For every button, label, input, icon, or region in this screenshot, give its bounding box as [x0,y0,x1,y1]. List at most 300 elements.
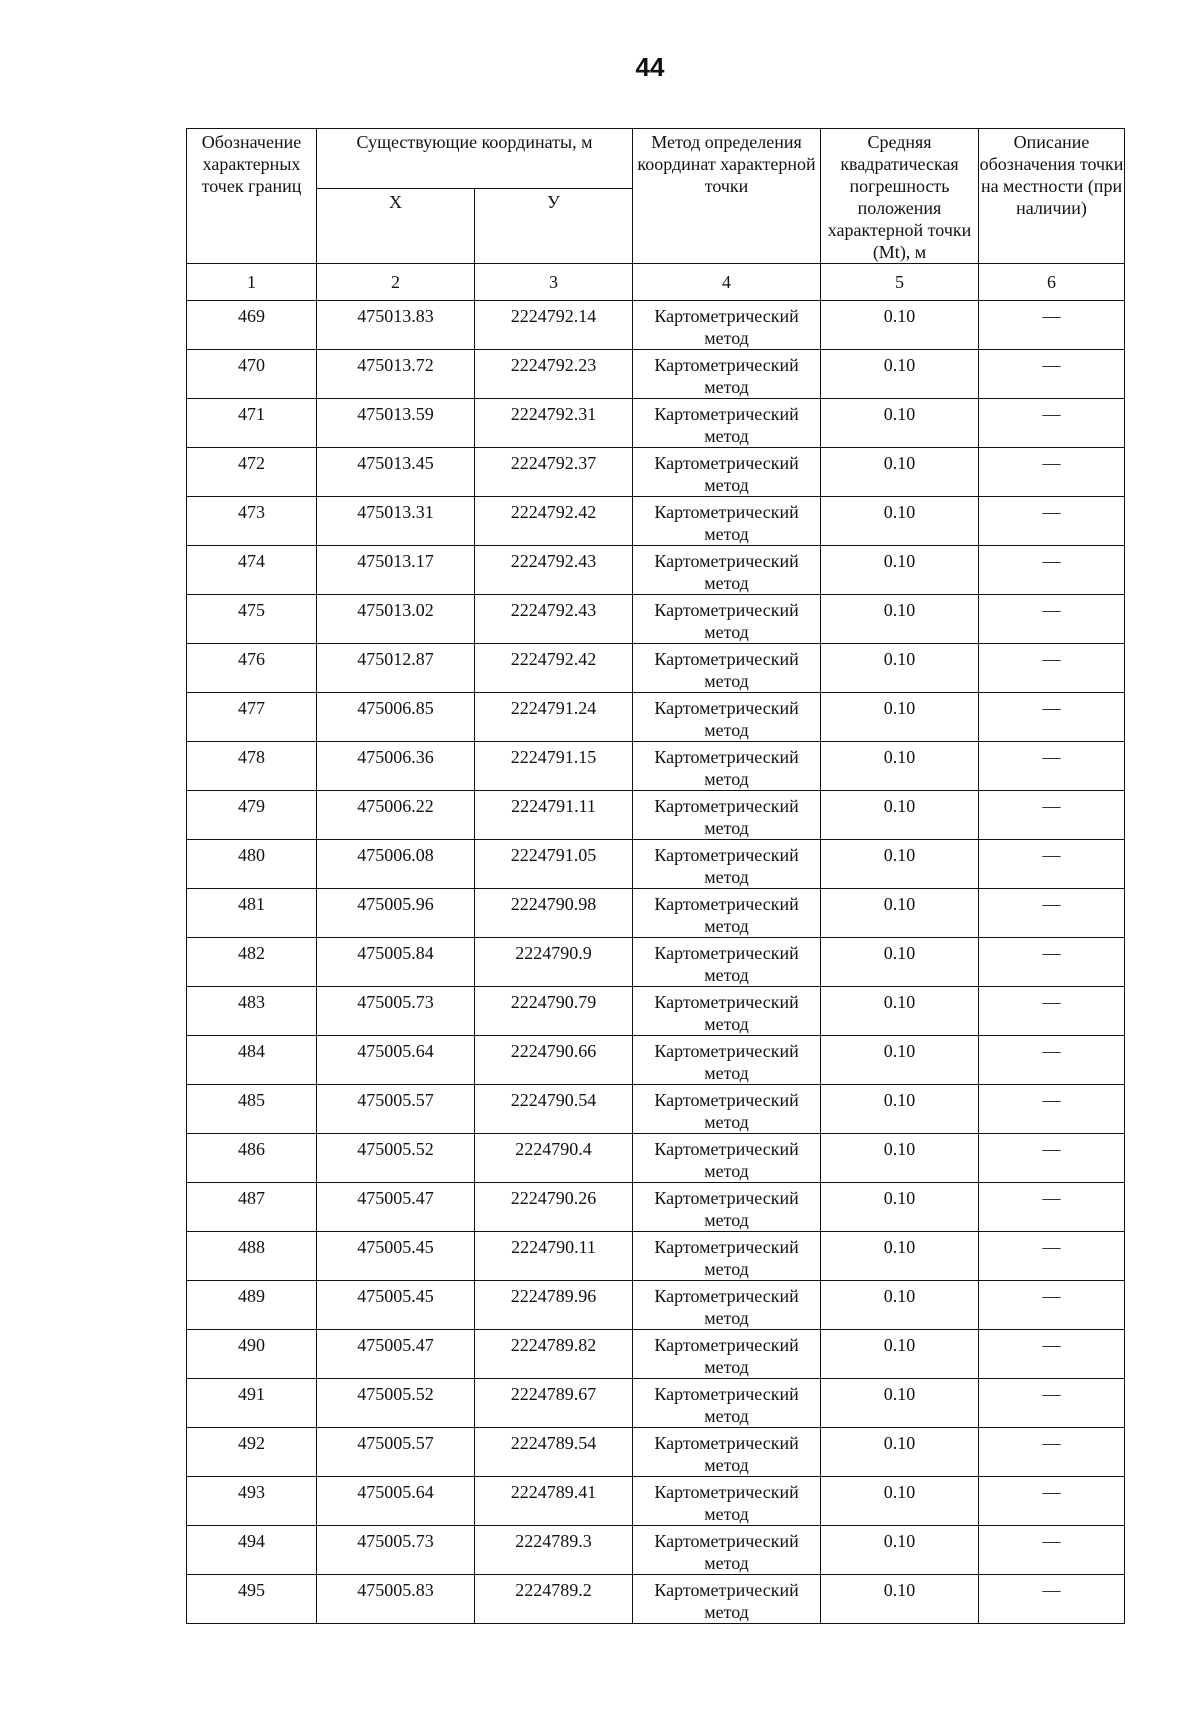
y-coordinate-cell [475,1428,633,1477]
mt-cell [821,399,979,448]
point-id-cell [187,1526,317,1575]
x-coordinate-cell-text: 475005.73 [357,992,434,1012]
mt-cell [821,693,979,742]
mt-cell-text: 0.10 [883,1384,916,1404]
mt-cell [821,1134,979,1183]
point-id-cell-text: 480 [238,845,265,865]
table-row [187,497,1125,546]
y-coordinate-cell [475,1379,633,1428]
mt-cell [821,1036,979,1085]
description-cell [979,1036,1125,1085]
y-coordinate-cell [475,350,633,399]
x-coordinate-cell-text: 475006.36 [357,747,434,767]
description-cell [979,644,1125,693]
mt-cell-text: 0.10 [883,1139,916,1159]
table-row [187,938,1125,987]
x-coordinate-cell [317,1428,475,1477]
y-coordinate-cell-text: 2224789.2 [515,1580,592,1600]
method-cell-text: Картометрический метод [654,1188,799,1230]
description-cell [979,1183,1125,1232]
method-cell [633,1183,821,1232]
method-cell [633,448,821,497]
y-coordinate-cell [475,840,633,889]
method-cell-text: Картометрический метод [654,796,799,838]
mt-cell [821,742,979,791]
table-row [187,840,1125,889]
point-id-cell [187,1477,317,1526]
column-number: 2 [317,264,475,301]
point-id-cell-text: 492 [238,1433,265,1453]
y-coordinate-cell-text: 2224789.3 [515,1531,592,1551]
y-coordinate-cell [475,1036,633,1085]
column-number: 5 [821,264,979,301]
mt-cell-text: 0.10 [883,551,916,571]
mt-cell [821,1330,979,1379]
x-coordinate-cell-text: 475012.87 [357,649,434,669]
y-coordinate-cell-text: 2224790.11 [511,1237,596,1257]
description-cell-text: — [1042,747,1061,767]
mt-cell [821,350,979,399]
point-id-cell-text: 476 [238,649,265,669]
x-coordinate-cell-text: 475005.73 [357,1531,434,1551]
mt-cell-text: 0.10 [883,306,916,326]
x-coordinate-cell [317,301,475,350]
table-row [187,301,1125,350]
description-cell [979,791,1125,840]
description-cell-text: — [1042,1531,1061,1551]
y-coordinate-cell [475,546,633,595]
column-number: 1 [187,264,317,301]
method-cell-text: Картометрический метод [654,1139,799,1181]
mt-cell [821,791,979,840]
description-cell [979,987,1125,1036]
method-cell [633,595,821,644]
table-row [187,987,1125,1036]
method-cell-text: Картометрический метод [654,649,799,691]
y-coordinate-cell-text: 2224790.98 [510,894,597,914]
point-id-cell [187,742,317,791]
header-description: Описание обозначения точки на местности (при наличии) [979,129,1125,264]
y-coordinate-cell-text: 2224792.42 [510,502,597,522]
x-coordinate-cell [317,1379,475,1428]
x-coordinate-cell-text: 475013.17 [357,551,434,571]
point-id-cell-text: 478 [238,747,265,767]
method-cell-text: Картометрический метод [654,1090,799,1132]
header-method: Метод определения координат характерной точки [633,129,821,264]
x-coordinate-cell-text: 475005.57 [357,1433,434,1453]
point-id-cell [187,791,317,840]
x-coordinate-cell [317,742,475,791]
mt-cell-text: 0.10 [883,747,916,767]
method-cell-text: Картометрический метод [654,551,799,593]
point-id-cell-text: 488 [238,1237,265,1257]
method-cell-text: Картометрический метод [654,306,799,348]
description-cell-text: — [1042,698,1061,718]
description-cell [979,448,1125,497]
method-cell-text: Картометрический метод [654,992,799,1034]
description-cell-text: — [1042,551,1061,571]
method-cell [633,987,821,1036]
x-coordinate-cell-text: 475005.84 [357,943,434,963]
method-cell [633,1134,821,1183]
method-cell [633,791,821,840]
point-id-cell [187,1085,317,1134]
y-coordinate-cell-text: 2224792.43 [510,600,597,620]
x-coordinate-cell [317,840,475,889]
table-row [187,1281,1125,1330]
table-row [187,1330,1125,1379]
point-id-cell [187,1036,317,1085]
description-cell-text: — [1042,1482,1061,1502]
description-cell [979,889,1125,938]
point-id-cell [187,595,317,644]
x-coordinate-cell-text: 475005.47 [357,1188,434,1208]
point-id-cell-text: 489 [238,1286,265,1306]
description-cell [979,1281,1125,1330]
y-coordinate-cell-text: 2224791.15 [510,747,597,767]
description-cell [979,546,1125,595]
description-cell [979,497,1125,546]
description-cell [979,1526,1125,1575]
point-id-cell [187,1575,317,1624]
y-coordinate-cell [475,1183,633,1232]
y-coordinate-cell-text: 2224790.66 [510,1041,597,1061]
method-cell [633,693,821,742]
point-id-cell [187,1379,317,1428]
y-coordinate-cell-text: 2224790.4 [515,1139,592,1159]
point-id-cell [187,889,317,938]
x-coordinate-cell-text: 475005.45 [357,1237,434,1257]
point-id-cell-text: 473 [238,502,265,522]
point-id-cell-text: 472 [238,453,265,473]
point-id-cell [187,1428,317,1477]
column-number: 3 [475,264,633,301]
table-row [187,693,1125,742]
point-id-cell-text: 470 [238,355,265,375]
x-coordinate-cell [317,595,475,644]
x-coordinate-cell [317,1134,475,1183]
mt-cell [821,546,979,595]
table-row [187,742,1125,791]
point-id-cell-text: 477 [238,698,265,718]
table-row [187,1575,1125,1624]
method-cell [633,889,821,938]
header-y: У [475,189,633,264]
y-coordinate-cell-text: 2224791.11 [511,796,596,816]
y-coordinate-cell [475,1526,633,1575]
description-cell-text: — [1042,404,1061,424]
method-cell [633,1232,821,1281]
mt-cell-text: 0.10 [883,355,916,375]
x-coordinate-cell [317,693,475,742]
mt-cell [821,644,979,693]
mt-cell-text: 0.10 [883,404,916,424]
table-row [187,350,1125,399]
description-cell-text: — [1042,796,1061,816]
description-cell [979,1232,1125,1281]
method-cell [633,1281,821,1330]
mt-cell [821,1085,979,1134]
mt-cell-text: 0.10 [883,894,916,914]
description-cell [979,1085,1125,1134]
y-coordinate-cell [475,1232,633,1281]
mt-cell-text: 0.10 [883,1433,916,1453]
table-row [187,1134,1125,1183]
table-row [187,1477,1125,1526]
coordinates-table [186,128,1125,1624]
description-cell-text: — [1042,502,1061,522]
y-coordinate-cell [475,742,633,791]
x-coordinate-cell-text: 475006.85 [357,698,434,718]
point-id-cell-text: 469 [238,306,265,326]
x-coordinate-cell-text: 475013.72 [357,355,434,375]
x-coordinate-cell [317,644,475,693]
method-cell-text: Картометрический метод [654,453,799,495]
method-cell-text: Картометрический метод [654,1237,799,1279]
y-coordinate-cell [475,1085,633,1134]
mt-cell [821,889,979,938]
x-coordinate-cell-text: 475005.96 [357,894,434,914]
point-id-cell [187,938,317,987]
description-cell [979,938,1125,987]
page-number: 44 [635,52,665,82]
mt-cell-text: 0.10 [883,1531,916,1551]
mt-cell-text: 0.10 [883,502,916,522]
method-cell-text: Картометрический метод [654,1335,799,1377]
table-row [187,1428,1125,1477]
mt-cell-text: 0.10 [883,796,916,816]
point-id-cell-text: 484 [238,1041,265,1061]
y-coordinate-cell-text: 2224792.37 [510,453,597,473]
y-coordinate-cell [475,938,633,987]
x-coordinate-cell [317,350,475,399]
mt-cell [821,301,979,350]
y-coordinate-cell [475,595,633,644]
description-cell [979,742,1125,791]
x-coordinate-cell [317,1330,475,1379]
mt-cell [821,595,979,644]
description-cell-text: — [1042,1237,1061,1257]
x-coordinate-cell [317,1477,475,1526]
point-id-cell-text: 479 [238,796,265,816]
mt-cell [821,448,979,497]
x-coordinate-cell-text: 475013.45 [357,453,434,473]
method-cell [633,840,821,889]
y-coordinate-cell [475,644,633,693]
point-id-cell [187,1183,317,1232]
header-coordinates: Существующие координаты, м [317,129,633,189]
method-cell-text: Картометрический метод [654,943,799,985]
description-cell-text: — [1042,453,1061,473]
description-cell [979,1330,1125,1379]
x-coordinate-cell-text: 475013.31 [357,502,434,522]
table-row [187,1085,1125,1134]
point-id-cell-text: 485 [238,1090,265,1110]
description-cell [979,1575,1125,1624]
point-id-cell-text: 486 [238,1139,265,1159]
y-coordinate-cell-text: 2224790.79 [510,992,597,1012]
x-coordinate-cell [317,1281,475,1330]
point-id-cell-text: 471 [238,404,265,424]
y-coordinate-cell [475,1330,633,1379]
point-id-cell [187,301,317,350]
x-coordinate-cell [317,889,475,938]
mt-cell-text: 0.10 [883,649,916,669]
description-cell [979,399,1125,448]
description-cell [979,1134,1125,1183]
mt-cell-text: 0.10 [883,1286,916,1306]
method-cell-text: Картометрический метод [654,845,799,887]
method-cell-text: Картометрический метод [654,1041,799,1083]
x-coordinate-cell-text: 475013.59 [357,404,434,424]
table-row [187,889,1125,938]
point-id-cell [187,1232,317,1281]
y-coordinate-cell [475,399,633,448]
mt-cell-text: 0.10 [883,600,916,620]
table-row [187,448,1125,497]
description-cell [979,840,1125,889]
point-id-cell-text: 487 [238,1188,265,1208]
point-id-cell-text: 490 [238,1335,265,1355]
x-coordinate-cell-text: 475005.52 [357,1384,434,1404]
method-cell [633,399,821,448]
point-id-cell-text: 491 [238,1384,265,1404]
table-body [187,301,1125,1624]
method-cell-text: Картометрический метод [654,1482,799,1524]
x-coordinate-cell [317,1183,475,1232]
description-cell-text: — [1042,600,1061,620]
method-cell [633,1428,821,1477]
description-cell-text: — [1042,992,1061,1012]
x-coordinate-cell [317,1526,475,1575]
column-number: 6 [979,264,1125,301]
method-cell [633,1575,821,1624]
point-id-cell [187,448,317,497]
mt-cell [821,1575,979,1624]
method-cell-text: Картометрический метод [654,404,799,446]
method-cell [633,1477,821,1526]
x-coordinate-cell-text: 475013.83 [357,306,434,326]
column-number-row [187,264,1125,301]
x-coordinate-cell [317,399,475,448]
y-coordinate-cell [475,1575,633,1624]
x-coordinate-cell-text: 475005.57 [357,1090,434,1110]
description-cell-text: — [1042,1041,1061,1061]
point-id-cell [187,497,317,546]
description-cell-text: — [1042,894,1061,914]
mt-cell-text: 0.10 [883,943,916,963]
x-coordinate-cell [317,497,475,546]
x-coordinate-cell-text: 475005.45 [357,1286,434,1306]
x-coordinate-cell-text: 475005.52 [357,1139,434,1159]
table-row [187,1183,1125,1232]
x-coordinate-cell [317,1036,475,1085]
x-coordinate-cell-text: 475005.47 [357,1335,434,1355]
header-mean-square-error: Средняя квадратическая погрешность положения характерной точки (Mt), м [821,129,979,264]
mt-cell [821,1428,979,1477]
point-id-cell-text: 481 [238,894,265,914]
description-cell-text: — [1042,1139,1061,1159]
y-coordinate-cell-text: 2224791.05 [510,845,597,865]
point-id-cell [187,1281,317,1330]
y-coordinate-cell-text: 2224789.82 [510,1335,597,1355]
description-cell [979,1379,1125,1428]
method-cell-text: Картометрический метод [654,502,799,544]
table-row [187,546,1125,595]
method-cell [633,1526,821,1575]
mt-cell [821,1281,979,1330]
header-point-designation: Обозначение характерных точек границ [187,129,317,264]
y-coordinate-cell [475,301,633,350]
x-coordinate-cell-text: 475006.22 [357,796,434,816]
method-cell-text: Картометрический метод [654,1580,799,1622]
table-row [187,399,1125,448]
x-coordinate-cell [317,938,475,987]
y-coordinate-cell [475,1281,633,1330]
description-cell [979,595,1125,644]
table-header [187,129,1125,301]
point-id-cell [187,546,317,595]
description-cell-text: — [1042,1286,1061,1306]
mt-cell-text: 0.10 [883,1090,916,1110]
mt-cell [821,987,979,1036]
point-id-cell [187,399,317,448]
table-row [187,1036,1125,1085]
x-coordinate-cell-text: 475013.02 [357,600,434,620]
y-coordinate-cell-text: 2224789.96 [510,1286,597,1306]
y-coordinate-cell-text: 2224789.41 [510,1482,597,1502]
point-id-cell-text: 482 [238,943,265,963]
x-coordinate-cell [317,1575,475,1624]
header-x: X [317,189,475,264]
mt-cell-text: 0.10 [883,1580,916,1600]
description-cell [979,301,1125,350]
y-coordinate-cell [475,693,633,742]
mt-cell-text: 0.10 [883,992,916,1012]
y-coordinate-cell [475,987,633,1036]
description-cell-text: — [1042,1090,1061,1110]
y-coordinate-cell-text: 2224792.14 [510,306,597,326]
description-cell-text: — [1042,1335,1061,1355]
description-cell [979,1477,1125,1526]
description-cell [979,693,1125,742]
method-cell-text: Картометрический метод [654,1286,799,1328]
mt-cell [821,938,979,987]
mt-cell [821,1477,979,1526]
point-id-cell-text: 494 [238,1531,265,1551]
method-cell [633,497,821,546]
description-cell-text: — [1042,306,1061,326]
mt-cell-text: 0.10 [883,1482,916,1502]
method-cell [633,301,821,350]
y-coordinate-cell-text: 2224789.54 [510,1433,597,1453]
method-cell [633,1085,821,1134]
y-coordinate-cell [475,448,633,497]
x-coordinate-cell [317,546,475,595]
method-cell-text: Картометрический метод [654,894,799,936]
method-cell [633,350,821,399]
mt-cell-text: 0.10 [883,1237,916,1257]
point-id-cell [187,644,317,693]
y-coordinate-cell-text: 2224792.23 [510,355,597,375]
mt-cell-text: 0.10 [883,1335,916,1355]
y-coordinate-cell-text: 2224789.67 [510,1384,597,1404]
y-coordinate-cell [475,497,633,546]
mt-cell-text: 0.10 [883,1041,916,1061]
x-coordinate-cell [317,448,475,497]
y-coordinate-cell-text: 2224790.9 [515,943,592,963]
point-id-cell [187,350,317,399]
